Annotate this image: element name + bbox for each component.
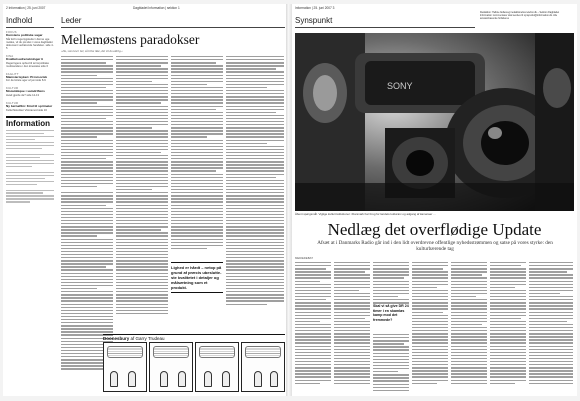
photo-caption: Åbent spørgsmål. Vigtige kulturinstitutioner i Danmark har brug for landets kulturarv og adgang af kameraer ... bbox=[295, 212, 436, 216]
comic-author: af Garry Trudeau bbox=[130, 336, 165, 341]
comic-panel bbox=[241, 342, 285, 392]
leder-section-heading: Leder bbox=[61, 16, 82, 25]
contents-sidebar bbox=[6, 30, 54, 392]
leder-epigraph: »Du, som leser her, så blive ikke, det vil du aldrig.« bbox=[61, 49, 123, 53]
article-column-7 bbox=[529, 262, 573, 386]
doonesbury-comic-strip bbox=[103, 342, 285, 392]
comic-strip-heading bbox=[103, 334, 285, 341]
comic-panel bbox=[195, 342, 239, 392]
editorial-infobox: Redaktion: Hellste fællesregi redaktionelles telefon.dk – Sektion Dagbladet Information: kommentarer skal sendes til synspunkt@information.dk. Alle ansvarshavende forfatteres bbox=[480, 11, 560, 20]
leder-column-2 bbox=[116, 56, 168, 316]
right-folio: Information | 25. juni 2007 3 bbox=[295, 6, 335, 10]
svg-text:SONY: SONY bbox=[387, 81, 413, 91]
comic-title: Doonesbury bbox=[103, 336, 130, 341]
sidebar-rule bbox=[6, 27, 54, 28]
article-deck: Afsæt at i Danmarks Radio går ind i den lidt overdrevne offentlige nyhedsstrømmen og satse på vores styrke: den kulturbærende tag bbox=[317, 240, 553, 253]
leder-column-1 bbox=[61, 56, 113, 372]
leder-headline: Mellemøstens paradokser bbox=[61, 32, 200, 47]
article-column-5 bbox=[451, 262, 487, 386]
camera-photo-illustration bbox=[295, 33, 574, 211]
information-masthead-logo: Information bbox=[6, 116, 54, 128]
leder-rule bbox=[61, 27, 285, 28]
article-column-3 bbox=[373, 262, 409, 305]
sidebar-item: FOKUS Kunstens politiske sager Når EU's regeringsleder i dénne uge mødes, vil du på sitet i vores dagbladet dokument vedrørende handelen. side 4-5 bbox=[6, 30, 54, 50]
article-byline: MEDIEDEBAT bbox=[295, 256, 313, 260]
right-page bbox=[292, 4, 577, 396]
colophon-text bbox=[6, 130, 54, 203]
leder-column-3 bbox=[171, 56, 223, 251]
sidebar-item: FAGLITT Mamsterisyken: Provisorisk For de første uger af juni side 8-9 bbox=[6, 71, 48, 83]
left-folio: 2 Information | 25. juni 2007 bbox=[6, 6, 46, 10]
sidebar-item: KULTUR Mozambique i samdriftens Hvad gjorde de? side 12-13 bbox=[6, 86, 45, 98]
article-column-2 bbox=[334, 262, 370, 386]
article-column-4 bbox=[412, 262, 448, 386]
article-headline: Nedlæg det overflødige Update bbox=[327, 220, 542, 239]
comic-panel bbox=[103, 342, 147, 392]
leder-column-4 bbox=[226, 56, 284, 307]
lead-photo-cameras bbox=[295, 33, 574, 211]
sidebar-item: KINA Kvalitetsudrenskninger ti Regeringens opbud til terrorpolitiske modstandere i den kinesiske side 6 bbox=[6, 53, 50, 68]
article-column-6 bbox=[490, 262, 526, 386]
left-page bbox=[3, 4, 286, 396]
comic-panel bbox=[149, 342, 193, 392]
left-folio-right: Dagbladet Information | sektion 1 bbox=[133, 6, 180, 10]
synspunkt-rule bbox=[295, 27, 475, 28]
sidebar-item: KULTUR Ny børnefilm: Kind til sprimeter Kulturhistoriker Vitoriamod side 16 bbox=[6, 101, 53, 112]
article-pull-quote: Skal vi så give DR 24 timer i en skamløs kamp mod det fremmede? bbox=[373, 304, 409, 322]
sidebar-heading: Indhold bbox=[6, 16, 33, 25]
synspunkt-section-heading: Synspunkt bbox=[295, 16, 333, 25]
leder-pull-quote: Lighed er hårdt – netop på grund af præcis ubeslutte- ste kvalitetet i detaljer og målsætning som et produkt. bbox=[171, 262, 223, 293]
article-column-1 bbox=[295, 262, 331, 386]
article-column-3b bbox=[373, 334, 409, 393]
